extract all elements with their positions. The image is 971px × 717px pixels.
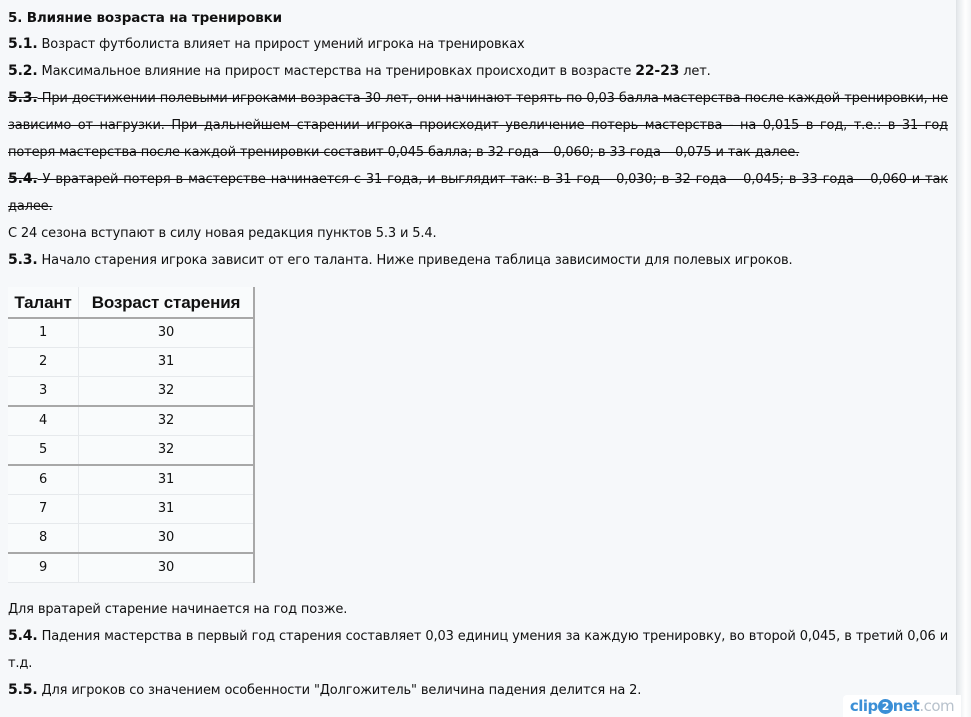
scrollbar-track[interactable] (956, 0, 971, 717)
table-row (8, 524, 254, 554)
talent-cell: 3 (8, 377, 79, 407)
item-number: 5.4. (8, 628, 38, 644)
paragraph-5-4-new (8, 623, 948, 677)
paragraph-5-3-old-struck (8, 85, 948, 166)
talent-cell: 9 (8, 553, 79, 583)
table-row (8, 495, 254, 524)
paragraph-5-4-old-struck (8, 166, 948, 220)
item-text-end: лет. (679, 64, 711, 79)
item-number: 5.1. (8, 36, 38, 52)
table-row (8, 318, 254, 348)
item-number: 5.3. (8, 252, 38, 268)
paragraph-5-1 (8, 31, 948, 58)
aging-table (8, 287, 255, 583)
talent-cell: 8 (8, 524, 79, 554)
document-content (8, 6, 948, 704)
table-row (8, 406, 254, 436)
table-row (8, 436, 254, 466)
item-number: 5.3. (8, 90, 38, 106)
watermark-text: net (892, 697, 920, 715)
age-cell: 32 (79, 377, 255, 407)
item-text: Возраст футболиста влияет на прирост умений игрока на тренировках (37, 37, 525, 52)
age-cell: 31 (79, 465, 255, 495)
talent-cell: 4 (8, 406, 79, 436)
season-note: С 24 сезона вступают в силу новая редакция пунктов 5.3 и 5.4. (8, 226, 437, 241)
section-title: 5. Влияние возраста на тренировки (8, 10, 282, 26)
talent-cell: 7 (8, 495, 79, 524)
item-text: Начало старения игрока зависит от его таланта. Ниже приведена таблица зависимости для полевых игроков. (37, 253, 793, 268)
watermark-text: clip (849, 697, 878, 715)
watermark-domain: .com (919, 697, 955, 715)
age-cell: 32 (79, 406, 255, 436)
item-number: 5.2. (8, 63, 38, 79)
goalkeepers-note: Для вратарей старение начинается на год позже. (8, 602, 348, 617)
table-header-row (8, 287, 254, 318)
item-text: Падения мастерства в первый год старения составляет 0,03 единиц умения за каждую тренировку, во второй 0,045, в третий 0,06 и т.д. (8, 629, 948, 671)
watermark-two-badge: 2 (878, 699, 893, 714)
item-text: Для игроков со значением особенности "Долгожитель" величина падения делится на 2. (37, 683, 642, 698)
clip2net-watermark-logo (843, 695, 961, 717)
item-text: Максимальное влияние на прирост мастерства на тренировках происходит в возрасте (37, 64, 636, 79)
item-number: 5.4. (8, 171, 38, 187)
item-text: При достижении полевыми игроками возраста 30 лет, они начинают терять по 0,03 балла мастерства после каждой тренировки, не зависимо от нагрузки. При дальнейшем старении игрока происходит увеличение потерь мастерства - на 0,015 в год, т.е.: в 31 год потеря мастерства после каждой тренировки составит 0,045 балла; в 32 года – 0,060; в 33 года – 0,075 и так далее. (8, 91, 948, 160)
age-cell: 30 (79, 553, 255, 583)
talent-cell: 2 (8, 348, 79, 377)
age-cell: 31 (79, 495, 255, 524)
paragraph-5-3-new (8, 247, 948, 274)
talent-cell: 1 (8, 318, 79, 348)
table-row (8, 465, 254, 495)
table-row (8, 348, 254, 377)
talent-cell: 5 (8, 436, 79, 466)
talent-cell: 6 (8, 465, 79, 495)
table-row (8, 377, 254, 407)
table-row (8, 553, 254, 583)
item-text: У вратарей потеря в мастерстве начинается с 31 года, и выглядит так: в 31 год – 0,030; в 32 года – 0,045; в 33 года – 0,060 и так далее. (8, 172, 948, 214)
age-cell: 31 (79, 348, 255, 377)
item-number: 5.5. (8, 682, 38, 698)
paragraph-5-5 (8, 677, 948, 704)
age-cell: 30 (79, 318, 255, 348)
age-highlight: 22-23 (635, 63, 680, 79)
age-cell: 32 (79, 436, 255, 466)
header-talent: Талант (8, 287, 79, 318)
header-aging-age: Возраст старения (79, 287, 255, 318)
paragraph-5-2 (8, 58, 948, 85)
age-cell: 30 (79, 524, 255, 554)
